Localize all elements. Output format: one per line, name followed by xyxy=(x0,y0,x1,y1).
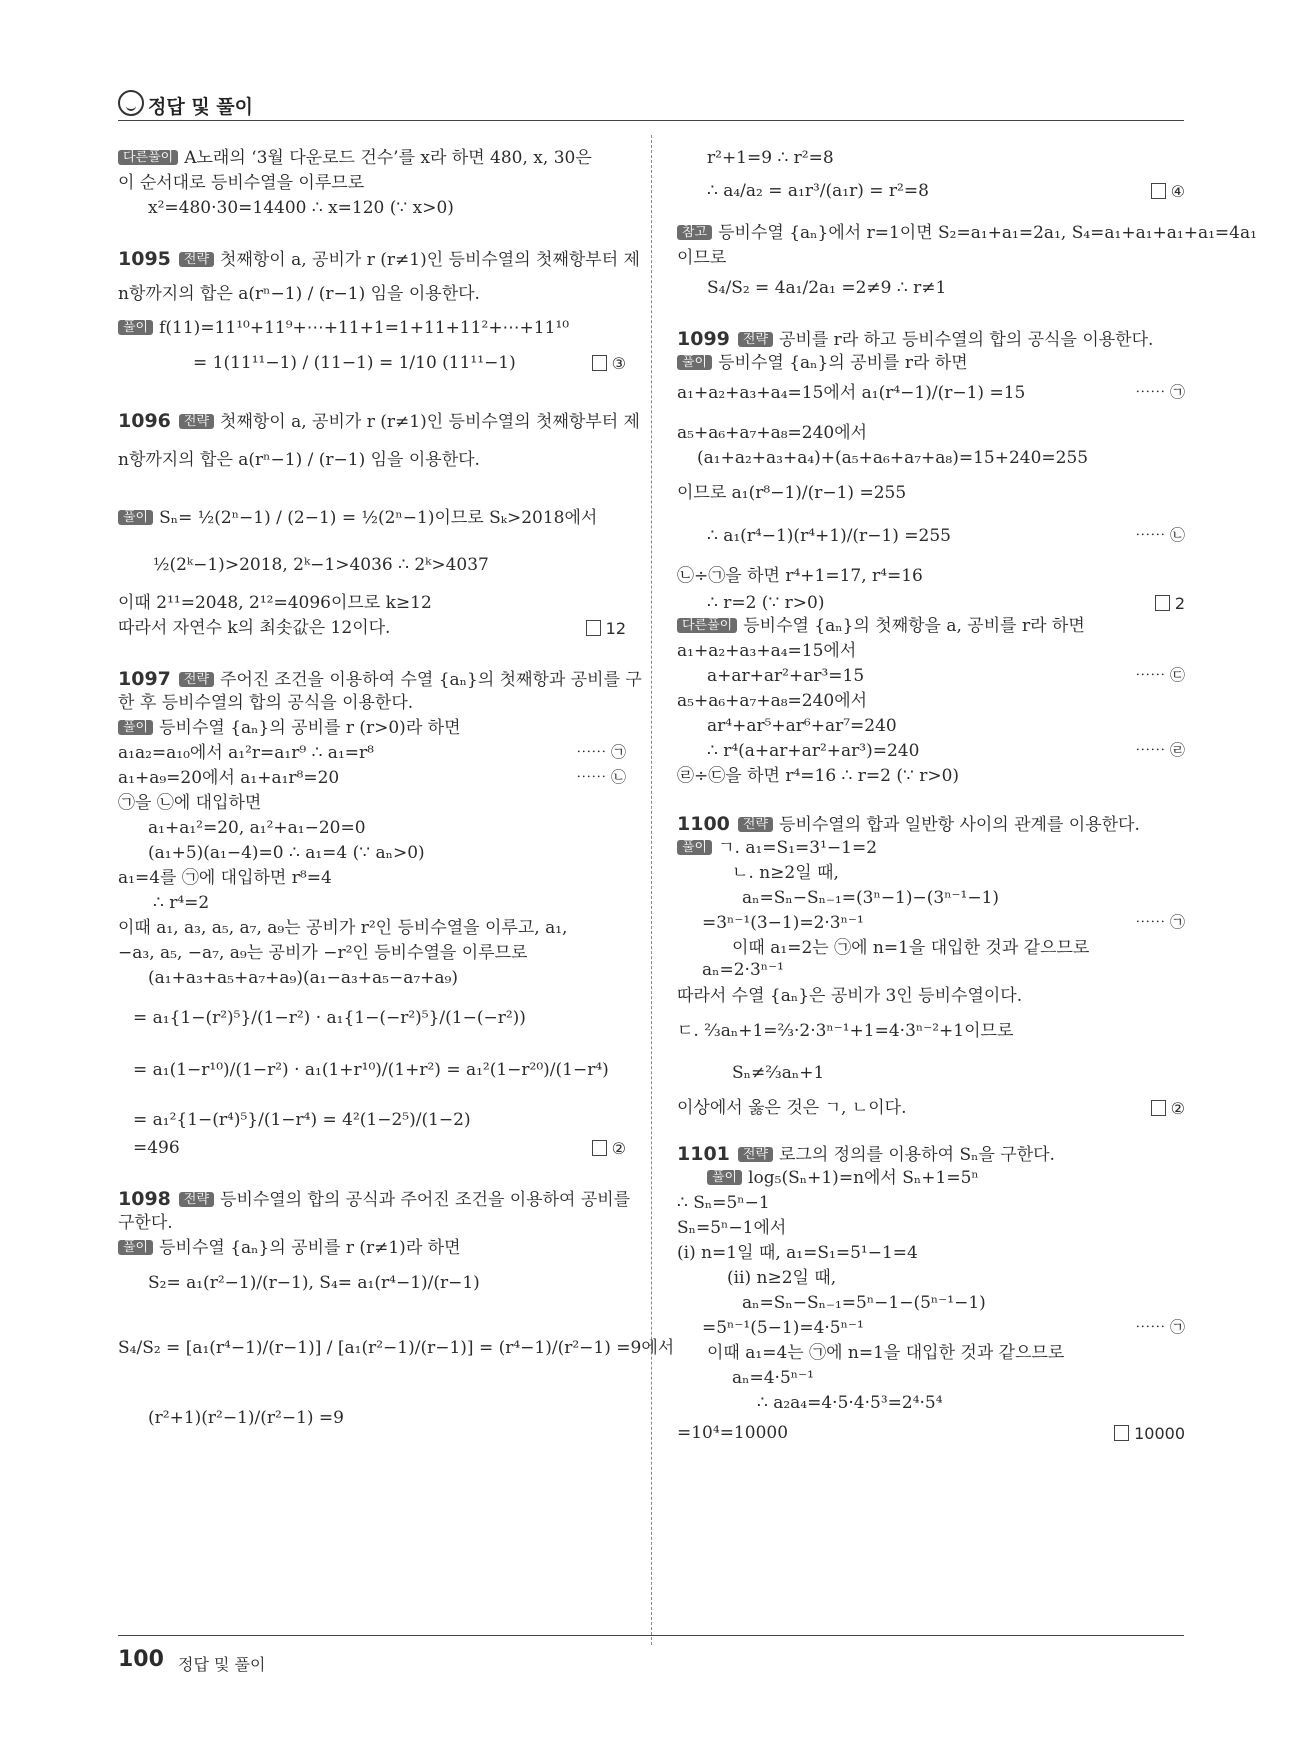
line-text: 이므로 xyxy=(677,248,727,268)
solution-line xyxy=(677,1220,786,1237)
equation-marker: ⋯⋯ ㉣ xyxy=(1135,741,1185,759)
header-rule xyxy=(118,120,1184,121)
solution-line xyxy=(677,250,726,267)
solution-line xyxy=(677,815,1140,834)
section-tag: 전략 xyxy=(179,672,214,687)
answer-value: 10000 xyxy=(1134,1424,1185,1443)
answer-box-icon xyxy=(1155,595,1170,611)
line-text: 이때 a₁=4는 ㉠에 n=1을 대입한 것과 같으므로 xyxy=(707,1343,1065,1363)
solution-line xyxy=(707,743,919,760)
line-text: aₙ=Sₙ−Sₙ₋₁=5ⁿ−1−(5ⁿ⁻¹−1) xyxy=(742,1293,986,1313)
line-text: = 1(11¹¹−1) / (11−1) = 1/10 (11¹¹−1) xyxy=(193,353,516,373)
solution-line xyxy=(707,668,864,685)
line-text: x²=480·30=14400 ∴ x=120 (∵ x>0) xyxy=(148,198,454,218)
section-tag: 풀이 xyxy=(118,320,153,335)
line-text: ∴ r=2 (∵ r>0) xyxy=(707,593,825,613)
line-text: aₙ=Sₙ−Sₙ₋₁=(3ⁿ−1)−(3ⁿ⁻¹−1) xyxy=(742,888,1000,908)
line-text: 등비수열의 합과 일반항 사이의 관계를 이용한다. xyxy=(779,815,1140,835)
solution-line xyxy=(118,1240,461,1257)
answer-label xyxy=(1151,183,1185,200)
problem-number: 1095 xyxy=(118,248,171,270)
problem-number: 1099 xyxy=(677,328,730,350)
line-text: 등비수열의 합의 공식과 주어진 조건을 이용하여 공비를 xyxy=(220,1190,631,1210)
answer-value: ③ xyxy=(611,354,626,373)
column-separator xyxy=(651,135,652,1645)
solution-line xyxy=(118,595,432,612)
line-text: ㄴ. n≥2일 때, xyxy=(732,863,839,883)
line-text: f(11)=11¹⁰+11⁹+⋯+11+1=1+11+11²+⋯+11¹⁰ xyxy=(159,318,570,338)
solution-line xyxy=(118,945,527,962)
solution-line xyxy=(707,1345,1064,1362)
solution-line xyxy=(148,1275,480,1292)
page-header xyxy=(118,88,1184,120)
line-text: 이때 2¹¹=2048, 2¹²=4096이므로 k≥12 xyxy=(118,593,432,613)
line-text: ∴ r⁴(a+ar+ar²+ar³)=240 xyxy=(707,741,920,761)
line-text: a₅+a₆+a₇+a₈=240에서 xyxy=(677,423,868,443)
section-tag: 풀이 xyxy=(118,1240,153,1255)
line-text: (a₁+5)(a₁−4)=0 ∴ a₁=4 (∵ aₙ>0) xyxy=(148,843,425,863)
line-text: ∴ a₁(r⁴−1)(r⁴+1)/(r−1) =255 xyxy=(707,526,951,546)
line-text: ㄱ. a₁=S₁=3¹−1=2 xyxy=(718,838,878,858)
line-text: 첫째항이 a, 공비가 r (r≠1)인 등비수열의 첫째항부터 제 xyxy=(220,412,640,432)
line-text: =3ⁿ⁻¹(3−1)=2·3ⁿ⁻¹ xyxy=(702,913,864,933)
solution-line xyxy=(118,1340,674,1357)
answer-box-icon xyxy=(1151,183,1166,199)
solution-line xyxy=(707,595,824,612)
line-text: 따라서 수열 {aₙ}은 공비가 3인 등비수열이다. xyxy=(677,986,1023,1006)
line-text: a+ar+ar²+ar³=15 xyxy=(707,666,865,686)
line-text: 따라서 자연수 k의 최솟값은 12이다. xyxy=(118,618,391,638)
solution-line xyxy=(707,1170,979,1187)
solution-line xyxy=(677,988,1022,1005)
line-text: n항까지의 합은 a(rⁿ−1) / (r−1) 임을 이용한다. xyxy=(118,284,480,304)
answer-value: 12 xyxy=(605,619,626,638)
solution-line xyxy=(707,183,929,200)
line-text: Sₙ≠⅔aₙ+1 xyxy=(732,1063,825,1083)
problem-number: 1096 xyxy=(118,410,171,432)
solution-line xyxy=(677,840,877,857)
solution-line xyxy=(677,643,856,660)
section-tag: 다른풀이 xyxy=(677,618,737,633)
problem-number: 1097 xyxy=(118,668,171,690)
line-text: r²+1=9 ∴ r²=8 xyxy=(707,148,834,168)
answer-box-icon xyxy=(1114,1425,1129,1441)
section-tag: 풀이 xyxy=(677,355,712,370)
answer-value: ② xyxy=(1170,1099,1185,1118)
solution-line xyxy=(148,845,425,862)
line-text: aₙ=4·5ⁿ⁻¹ xyxy=(732,1368,814,1388)
line-text: A노래의 ‘3월 다운로드 건수’를 x라 하면 480, x, 30은 xyxy=(184,148,592,168)
solution-line xyxy=(118,920,567,937)
solution-line xyxy=(707,150,834,167)
line-text: ∴ r⁴=2 xyxy=(153,893,210,913)
line-text: (r²+1)(r²−1)/(r²−1) =9 xyxy=(148,1408,344,1428)
line-text: S₂= a₁(r²−1)/(r−1), S₄= a₁(r⁴−1)/(r−1) xyxy=(148,1273,480,1293)
answer-label xyxy=(586,620,626,637)
solution-line xyxy=(677,1245,918,1262)
answer-box-icon xyxy=(592,1140,607,1156)
solution-line xyxy=(677,1425,788,1442)
solution-line xyxy=(702,915,864,932)
solution-line xyxy=(707,280,946,297)
line-text: 이상에서 옳은 것은 ㄱ, ㄴ이다. xyxy=(677,1098,907,1118)
solution-line xyxy=(118,250,640,269)
section-tag: 전략 xyxy=(738,817,773,832)
solution-line xyxy=(118,870,332,887)
solution-line xyxy=(677,425,867,442)
line-text: ㉣÷㉢을 하면 r⁴=16 ∴ r=2 (∵ r>0) xyxy=(677,766,960,786)
line-text: a₁+a₂+a₃+a₄=15에서 xyxy=(677,641,857,661)
solution-line xyxy=(118,320,569,337)
solution-line xyxy=(118,175,364,192)
answer-box-icon xyxy=(586,620,601,636)
solution-line xyxy=(677,1023,1013,1040)
solution-line xyxy=(707,718,897,735)
solution-line xyxy=(677,768,959,785)
line-text: a₁=4를 ㉠에 대입하면 r⁸=4 xyxy=(118,868,332,888)
line-text: ∴ Sₙ=5ⁿ−1 xyxy=(677,1193,770,1213)
answer-box-icon xyxy=(1151,1100,1166,1116)
smiley-logo-icon xyxy=(118,90,144,116)
answer-value: 2 xyxy=(1174,594,1185,613)
solution-line xyxy=(118,286,480,303)
line-text: n항까지의 합은 a(rⁿ−1) / (r−1) 임을 이용한다. xyxy=(118,450,480,470)
solution-line xyxy=(133,1112,471,1129)
line-text: (ⅱ) n≥2일 때, xyxy=(727,1268,837,1288)
solution-line xyxy=(118,510,597,527)
section-tag: 다른풀이 xyxy=(118,150,178,165)
solution-line xyxy=(677,355,968,372)
line-text: 등비수열 {aₙ}의 공비를 r라 하면 xyxy=(718,353,968,373)
line-text: a₅+a₆+a₇+a₈=240에서 xyxy=(677,691,868,711)
section-tag: 전략 xyxy=(179,1192,214,1207)
solution-line xyxy=(118,150,592,167)
line-text: = a₁²{1−(r⁴)⁵}/(1−r⁴) = 4²(1−2⁵)/(1−2) xyxy=(133,1110,471,1130)
solution-line xyxy=(118,745,374,762)
line-text: 이 순서대로 등비수열을 이루므로 xyxy=(118,173,365,193)
solution-line xyxy=(732,940,1089,957)
solution-line xyxy=(148,820,366,837)
solution-line xyxy=(677,1195,770,1212)
line-text: 등비수열 {aₙ}의 공비를 r (r>0)라 하면 xyxy=(159,718,461,738)
solution-line xyxy=(697,450,1088,467)
equation-marker: ⋯⋯ ㉡ xyxy=(1135,526,1185,544)
section-tag: 풀이 xyxy=(118,510,153,525)
line-text: ½(2ᵏ−1)>2018, 2ᵏ−1>4036 ∴ 2ᵏ>4037 xyxy=(153,555,489,575)
solution-line xyxy=(732,1065,824,1082)
solution-line xyxy=(732,865,839,882)
solution-line xyxy=(677,618,1085,635)
line-text: −a₃, a₅, −a₇, a₉는 공비가 −r²인 등비수열을 이루므로 xyxy=(118,943,528,963)
equation-marker: ⋯⋯ ㉠ xyxy=(1135,1318,1185,1336)
solution-line xyxy=(118,452,480,469)
line-text: = a₁{1−(r²)⁵}/(1−r²) · a₁{1−(−r²)⁵}/(1−(−r²)) xyxy=(133,1008,526,1028)
problem-number: 1101 xyxy=(677,1143,730,1165)
solution-line xyxy=(677,225,1257,242)
solution-line xyxy=(742,1295,986,1312)
line-text: Sₙ=5ⁿ−1에서 xyxy=(677,1218,787,1238)
answer-box-icon xyxy=(592,355,607,371)
solution-line xyxy=(118,720,461,737)
line-text: 구한다. xyxy=(118,1213,173,1233)
line-text: (a₁+a₂+a₃+a₄)+(a₅+a₆+a₇+a₈)=15+240=255 xyxy=(697,448,1089,468)
section-tag: 풀이 xyxy=(707,1170,742,1185)
page-header-title: 정답 및 풀이 xyxy=(148,96,253,118)
solution-line xyxy=(707,528,951,545)
line-text: S₄/S₂ = [a₁(r⁴−1)/(r−1)] / [a₁(r²−1)/(r−1)] = (r⁴−1)/(r²−1) =9에서 xyxy=(118,1338,675,1358)
section-tag: 전략 xyxy=(179,252,214,267)
solution-line xyxy=(148,970,458,987)
footer-rule xyxy=(118,1635,1184,1636)
solution-line xyxy=(118,795,261,812)
footer-label: 정답 및 풀이 xyxy=(178,1655,266,1674)
line-text: ar⁴+ar⁵+ar⁶+ar⁷=240 xyxy=(707,716,897,736)
solution-line xyxy=(153,557,489,574)
solution-line xyxy=(727,1270,836,1287)
answer-value: ④ xyxy=(1170,182,1185,201)
answer-label xyxy=(1155,595,1185,612)
answer-label xyxy=(592,355,626,372)
solution-line xyxy=(118,412,640,431)
solution-line xyxy=(118,1190,630,1209)
line-text: a₁+a₁²=20, a₁²+a₁−20=0 xyxy=(148,818,366,838)
solution-line xyxy=(118,1215,173,1232)
line-text: 이때 a₁, a₃, a₅, a₇, a₉는 공비가 r²인 등비수열을 이루고, a₁, xyxy=(118,918,568,938)
solution-line xyxy=(153,895,209,912)
solution-line xyxy=(148,1410,344,1427)
solution-line xyxy=(742,890,999,907)
line-text: ㉡÷㉠을 하면 r⁴+1=17, r⁴=16 xyxy=(677,566,923,586)
solution-line xyxy=(133,1010,526,1027)
solution-line xyxy=(148,200,454,217)
equation-marker: ⋯⋯ ㉠ xyxy=(576,743,626,761)
solution-line xyxy=(732,1370,814,1387)
solution-line xyxy=(677,1145,1055,1164)
line-text: a₁+a₉=20에서 a₁+a₁r⁸=20 xyxy=(118,768,340,788)
line-text: 등비수열 {aₙ}의 첫째항을 a, 공비를 r라 하면 xyxy=(743,616,1085,636)
solution-line xyxy=(193,355,516,372)
section-tag: 전략 xyxy=(738,332,773,347)
solution-line xyxy=(677,385,1025,402)
line-text: 등비수열 {aₙ}의 공비를 r (r≠1)라 하면 xyxy=(159,1238,461,1258)
line-text: Sₙ= ½(2ⁿ−1) / (2−1) = ½(2ⁿ−1)이므로 Sₖ>2018에서 xyxy=(159,508,598,528)
section-tag: 전략 xyxy=(179,414,214,429)
line-text: ∴ a₄/a₂ = a₁r³/(a₁r) = r²=8 xyxy=(707,181,929,201)
solution-line xyxy=(133,1062,609,1079)
line-text: 주어진 조건을 이용하여 수열 {aₙ}의 첫째항과 공비를 구 xyxy=(220,670,642,690)
answer-label xyxy=(1151,1100,1185,1117)
solution-line xyxy=(702,1320,864,1337)
line-text: (ⅰ) n=1일 때, a₁=S₁=5¹−1=4 xyxy=(677,1243,918,1263)
solution-line xyxy=(677,568,923,585)
line-text: ㉠을 ㉡에 대입하면 xyxy=(118,793,262,813)
line-text: 로그의 정의를 이용하여 Sₙ을 구한다. xyxy=(779,1145,1055,1165)
problem-number: 1098 xyxy=(118,1188,171,1210)
line-text: = a₁(1−r¹⁰)/(1−r²) · a₁(1+r¹⁰)/(1+r²) = a₁²(1−r²⁰)/(1−r⁴) xyxy=(133,1060,609,1080)
solution-line xyxy=(118,620,390,637)
line-text: a₁+a₂+a₃+a₄=15에서 a₁(r⁴−1)/(r−1) =15 xyxy=(677,383,1026,403)
line-text: log₅(Sₙ+1)=n에서 Sₙ+1=5ⁿ xyxy=(748,1168,979,1188)
line-text: 한 후 등비수열의 합의 공식을 이용한다. xyxy=(118,693,414,713)
solution-line xyxy=(118,695,413,712)
line-text: 등비수열 {aₙ}에서 r=1이면 S₂=a₁+a₁=2a₁, S₄=a₁+a₁+a₁+a₁=4a₁ xyxy=(718,223,1257,243)
answer-value: ② xyxy=(611,1139,626,1158)
line-text: S₄/S₂ = 4a₁/2a₁ =2≠9 ∴ r≠1 xyxy=(707,278,947,298)
line-text: =5ⁿ⁻¹(5−1)=4·5ⁿ⁻¹ xyxy=(702,1318,864,1338)
solution-line xyxy=(133,1140,180,1157)
equation-marker: ⋯⋯ ㉢ xyxy=(1135,666,1185,684)
solution-line xyxy=(677,330,1153,349)
section-tag: 풀이 xyxy=(118,720,153,735)
solution-line xyxy=(677,1100,907,1117)
line-text: 이므로 a₁(r⁸−1)/(r−1) =255 xyxy=(677,483,907,503)
line-text: 이때 a₁=2는 ㉠에 n=1을 대입한 것과 같으므로 xyxy=(732,938,1090,958)
line-text: aₙ=2·3ⁿ⁻¹ xyxy=(702,960,784,980)
line-text: 첫째항이 a, 공비가 r (r≠1)인 등비수열의 첫째항부터 제 xyxy=(220,250,640,270)
line-text: =496 xyxy=(133,1138,180,1158)
equation-marker: ⋯⋯ ㉡ xyxy=(576,768,626,786)
solution-line xyxy=(757,1395,943,1412)
line-text: 공비를 r라 하고 등비수열의 합의 공식을 이용한다. xyxy=(779,330,1154,350)
equation-marker: ⋯⋯ ㉠ xyxy=(1135,383,1185,401)
section-tag: 전략 xyxy=(738,1147,773,1162)
line-text: (a₁+a₃+a₅+a₇+a₉)(a₁−a₃+a₅−a₇+a₉) xyxy=(148,968,458,988)
line-text: ∴ a₂a₄=4·5·4·5³=2⁴·5⁴ xyxy=(757,1393,943,1413)
page-number: 100 xyxy=(118,1647,164,1672)
answer-label xyxy=(1114,1425,1185,1442)
line-text: a₁a₂=a₁₀에서 a₁²r=a₁r⁹ ∴ a₁=r⁸ xyxy=(118,743,374,763)
solution-line xyxy=(677,693,867,710)
solution-line xyxy=(118,770,339,787)
line-text: ㄷ. ⅔aₙ+1=⅔·2·3ⁿ⁻¹+1=4·3ⁿ⁻²+1이므로 xyxy=(677,1021,1014,1041)
answer-label xyxy=(592,1140,626,1157)
problem-number: 1100 xyxy=(677,813,730,835)
equation-marker: ⋯⋯ ㉠ xyxy=(1135,913,1185,931)
solution-line xyxy=(677,485,906,502)
solution-line xyxy=(702,962,784,979)
section-tag: 참고 xyxy=(677,225,712,240)
section-tag: 풀이 xyxy=(677,840,712,855)
solution-line xyxy=(118,670,642,689)
line-text: =10⁴=10000 xyxy=(677,1423,789,1443)
